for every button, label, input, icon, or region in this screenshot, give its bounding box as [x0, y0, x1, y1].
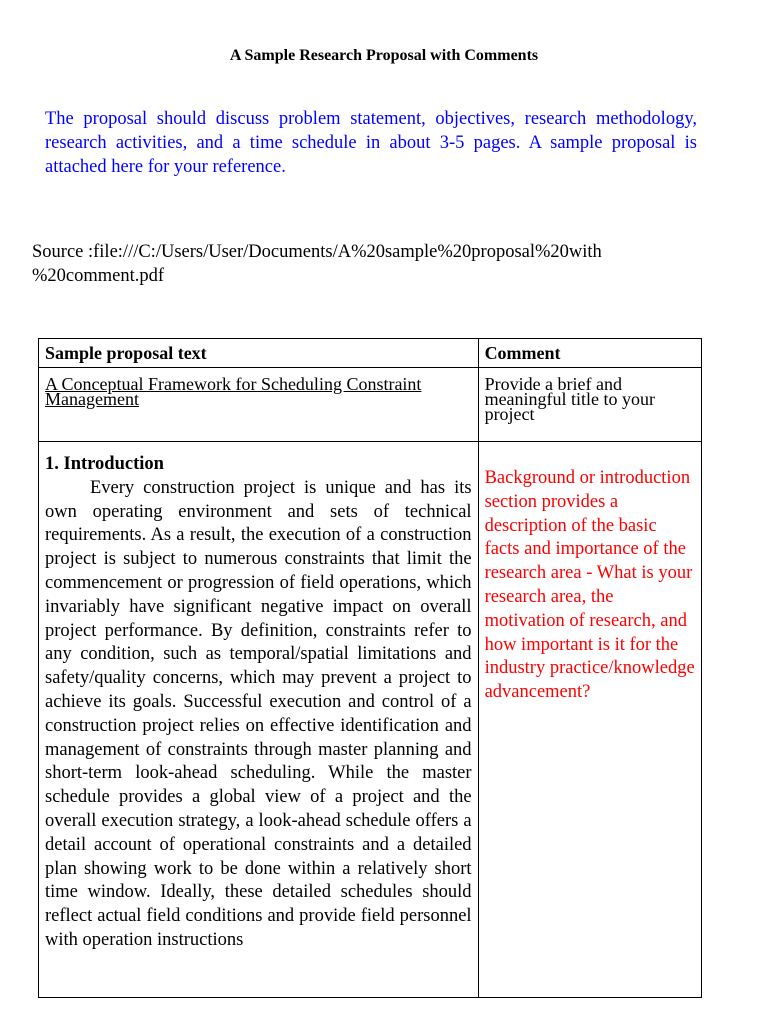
table-row: [39, 442, 702, 998]
proposal-title: A Conceptual Framework for Scheduling Constraint Management: [45, 374, 422, 409]
source-path: Source :file:///C:/Users/User/Documents/A%20sample%20proposal%20with %20comment.pdf: [32, 242, 602, 286]
introduction-cell: [39, 442, 479, 998]
proposal-title-cell: [39, 368, 479, 442]
header-comment: Comment: [478, 339, 701, 368]
table-row: [39, 368, 702, 442]
header-sample-text: Sample proposal text: [39, 339, 479, 368]
section-heading: 1. Introduction: [45, 454, 164, 474]
page-title: A Sample Research Proposal with Comments: [229, 47, 539, 64]
instruction-note: The proposal should discuss problem statement, objectives, research methodology, research activities, and a time schedule in about 3-5 pages. A sample proposal is attached here for your reference.: [45, 109, 697, 177]
section-body: Every construction project is unique and has its own operating environment and sets of technical requirements. As a result, the execution of a construction project is subject to numerous constraints that limit the commencement or progression of field operations, which invariably have significant negative impact on overall project performance. By definition, constraints refer to any condition, such as temporal/spatial limitations and safety/quality concerns, which may prevent a project to achieve its goals. Successful execution and control of a construction project relies on effective identification and management of constraints through master planning and short-term look-ahead scheduling. While the master schedule provides a global view of a project and the overall execution strategy, a look-ahead schedule offers a detail account of operational constraints and a detailed plan showing work to be done within a relatively short time window. Ideally, these detailed schedules should reflect actual field conditions and provide field personnel with operation instructions: [45, 477, 472, 950]
introduction-comment: Background or introduction section provides a description of the basic facts and importance of the research area - What is your research area, the motivation of research, and how important is it for the industry practice/knowledge advancement?: [484, 468, 695, 703]
proposal-table: [38, 338, 702, 998]
introduction-comment-cell: [478, 442, 701, 998]
table-header-row: [39, 339, 702, 368]
title-comment: Provide a brief and meaningful title to your project: [478, 368, 701, 442]
